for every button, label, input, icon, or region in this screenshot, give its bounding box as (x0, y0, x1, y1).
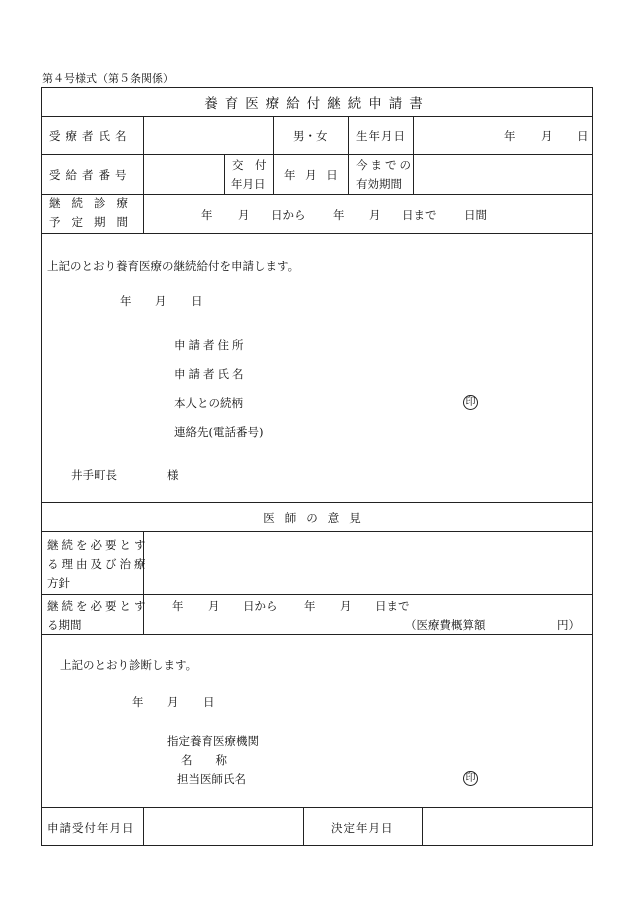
diagnosis-date-year[interactable]: 年 (132, 695, 144, 709)
applicant-seal-icon: 印 (463, 395, 478, 410)
form-number: 第４号様式（第５条関係） (42, 72, 174, 85)
opinion-year2[interactable]: 年 (304, 599, 316, 613)
validity-field[interactable] (415, 156, 591, 193)
treatment-from[interactable]: 日から (271, 208, 306, 222)
cost-estimate-label: （医療費概算額 (405, 618, 486, 632)
rule-period-bottom (41, 634, 593, 635)
rule-r2-issue-left (224, 154, 225, 194)
rule-row3-bottom (41, 233, 593, 234)
rule-opinion-title-bottom (41, 531, 593, 532)
continued-treatment-label-2: 予定期間 (49, 215, 139, 229)
opinion-year1[interactable]: 年 (172, 599, 184, 613)
application-statement: 上記のとおり養育医療の継続給付を申請します。 (47, 259, 300, 273)
treatment-days[interactable]: 日間 (464, 208, 487, 222)
reason-label-1: 継続を必要とす (47, 538, 149, 552)
table-border-bottom (41, 845, 593, 846)
institution-label: 指定養育医療機関 (167, 734, 259, 748)
applicant-name-field[interactable] (260, 362, 580, 382)
period-label-2: る期間 (47, 618, 82, 632)
applicant-address-label: 申請者住所 (174, 338, 247, 352)
applicant-name-label: 申請者氏名 (174, 367, 247, 381)
validity-label-1: 今までの (356, 158, 414, 172)
cost-estimate-unit: 円） (557, 618, 580, 632)
application-date-day[interactable]: 日 (191, 294, 203, 308)
validity-label-2: 有効期間 (356, 177, 402, 191)
addressee-honorific: 様 (167, 468, 179, 482)
rule-reason-bottom (41, 594, 593, 595)
doctor-seal-icon: 印 (463, 771, 478, 786)
received-date-field[interactable] (145, 809, 302, 844)
birthdate-label: 生年月日 (356, 129, 406, 143)
table-border-right (592, 87, 593, 846)
issue-date-value[interactable]: 年 月 日 (284, 168, 341, 182)
rule-r1-birth-left (348, 116, 349, 194)
institution-name-label: 名 称 (181, 753, 227, 767)
rule-diagnosis-bottom (41, 807, 593, 808)
patient-name-field[interactable] (145, 118, 272, 153)
decision-date-label: 決定年月日 (331, 821, 394, 835)
application-date-month[interactable]: 月 (155, 294, 167, 308)
reason-field[interactable] (145, 533, 591, 593)
sex-selector[interactable]: 男・女 (293, 129, 328, 143)
reason-label-3: 方針 (47, 576, 70, 590)
issue-date-label-2: 年月日 (231, 177, 266, 191)
rule-application-bottom (41, 502, 593, 503)
opinion-to[interactable]: 日まで (375, 599, 410, 613)
relationship-label: 本人との続柄 (174, 396, 243, 410)
birthdate-month[interactable]: 月 (541, 129, 553, 143)
form-title: 養育医療給付継続申請書 (204, 96, 430, 112)
table-border-left (41, 87, 42, 846)
treatment-year1[interactable]: 年 (201, 208, 213, 222)
cost-estimate-field[interactable] (492, 614, 554, 632)
diagnosis-date-day[interactable]: 日 (203, 695, 215, 709)
doctor-opinion-title: 医師の意見 (263, 511, 371, 525)
received-date-label: 申請受付年月日 (47, 821, 135, 835)
rule-title-bottom (41, 116, 593, 117)
rule-footer-col2 (303, 807, 304, 845)
continued-treatment-label-1: 継続診療 (49, 196, 139, 210)
rule-row1-bottom (41, 154, 593, 155)
diagnosis-statement: 上記のとおり診断します。 (60, 658, 198, 672)
opinion-month2[interactable]: 月 (340, 599, 352, 613)
treatment-month1[interactable]: 月 (238, 208, 250, 222)
addressee: 井手町長 (71, 468, 117, 482)
contact-field[interactable] (275, 420, 580, 440)
treatment-to[interactable]: 日まで (402, 208, 437, 222)
period-label-1: 継続を必要とす (47, 599, 149, 613)
decision-date-field[interactable] (424, 809, 591, 844)
treatment-year2[interactable]: 年 (333, 208, 345, 222)
reason-label-2: る理由及び治療 (47, 557, 149, 571)
institution-name-field[interactable] (240, 749, 580, 767)
rule-label-col (143, 116, 144, 233)
diagnosis-date-month[interactable]: 月 (167, 695, 179, 709)
rule-r1-sex-left (273, 116, 274, 194)
rule-footer-col1 (143, 807, 144, 845)
contact-label: 連絡先(電話番号) (174, 425, 264, 439)
applicant-address-field[interactable] (260, 333, 580, 353)
patient-name-label: 受療者氏名 (49, 129, 132, 143)
issue-date-label-1: 交 付 (232, 158, 267, 172)
table-border-top (41, 87, 593, 88)
birthdate-day[interactable]: 日 (577, 129, 589, 143)
doctor-name-label: 担当医師氏名 (177, 772, 246, 786)
rule-footer-col3 (422, 807, 423, 845)
treatment-month2[interactable]: 月 (369, 208, 381, 222)
application-date-year[interactable]: 年 (120, 294, 132, 308)
opinion-month1[interactable]: 月 (208, 599, 220, 613)
recipient-number-label: 受給者番号 (49, 168, 132, 182)
opinion-from[interactable]: 日から (243, 599, 278, 613)
birthdate-year[interactable]: 年 (504, 129, 516, 143)
doctor-name-field[interactable] (260, 768, 460, 786)
rule-r1-birth-right (413, 116, 414, 194)
recipient-number-field[interactable] (145, 156, 223, 193)
